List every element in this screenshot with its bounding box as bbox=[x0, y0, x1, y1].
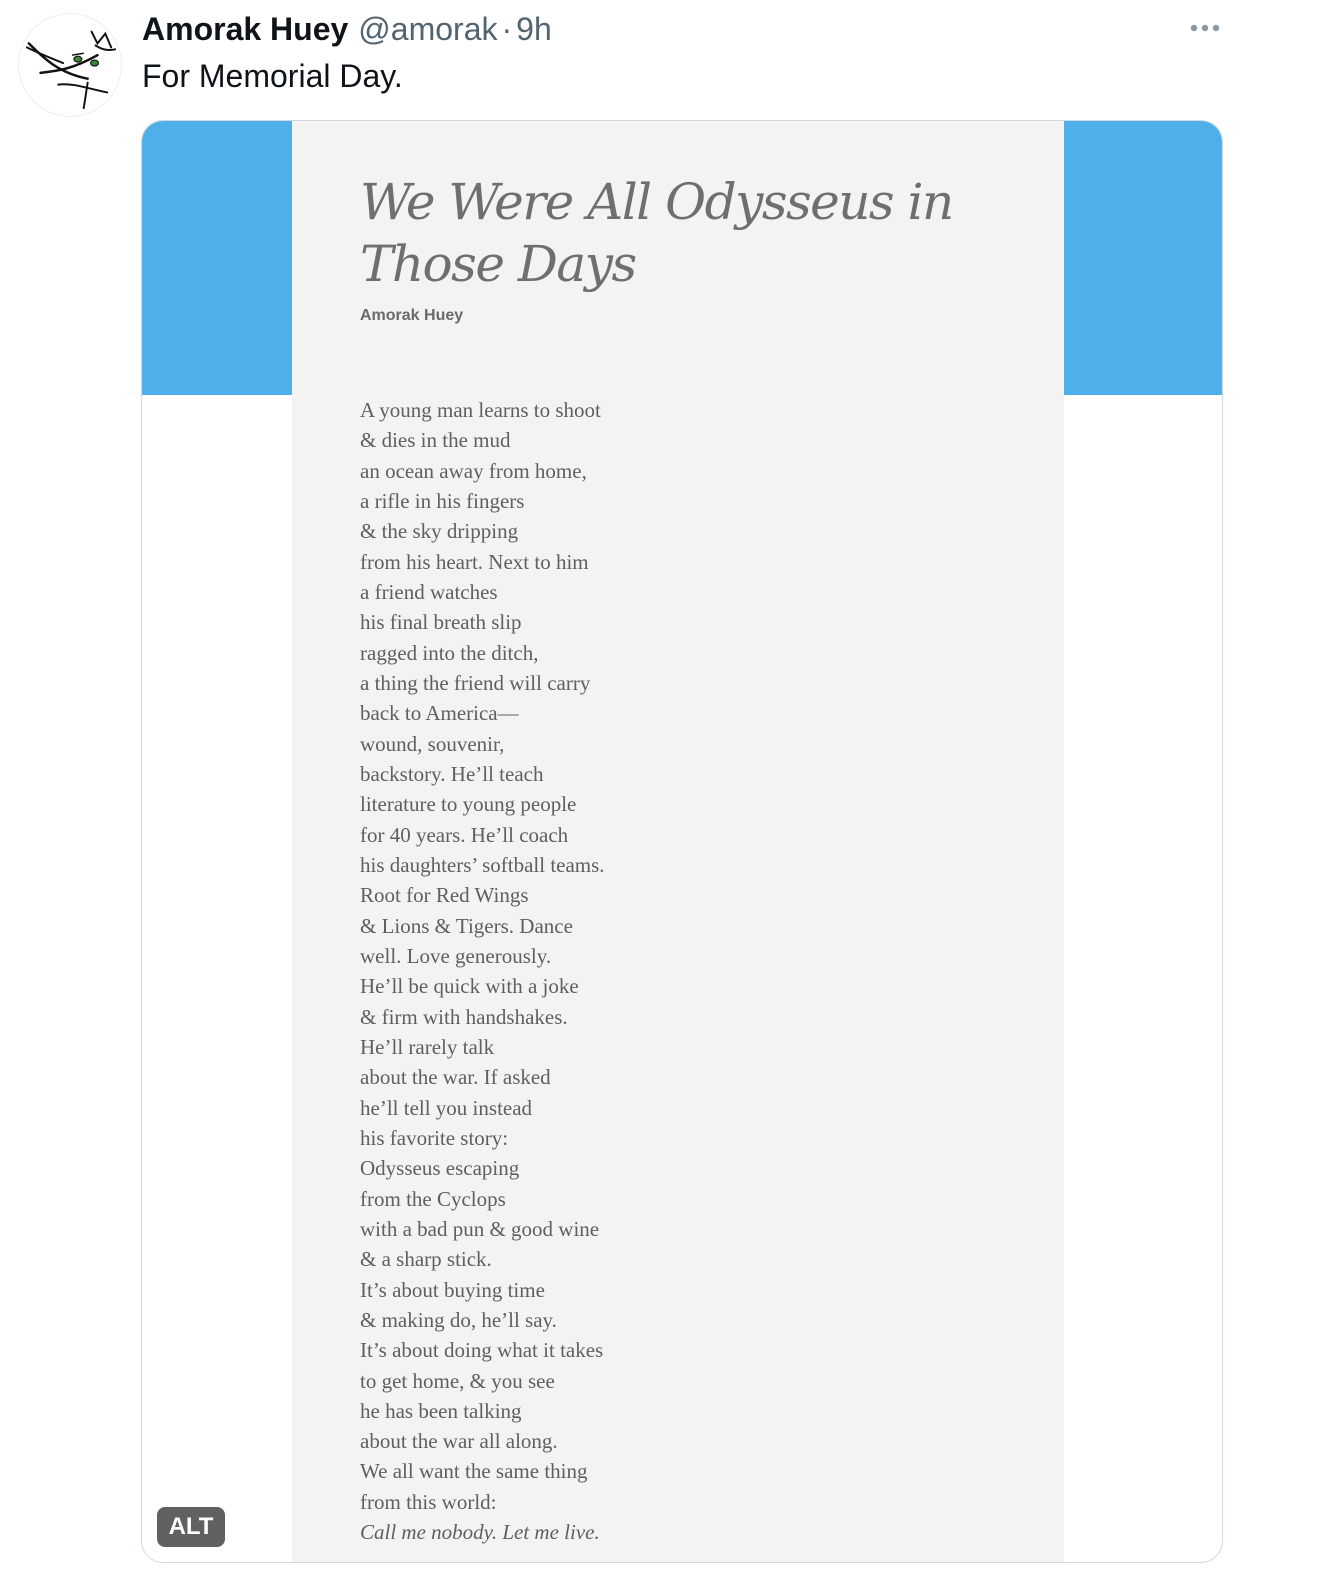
author-display-name[interactable]: Amorak Huey bbox=[142, 10, 349, 47]
poem-line: back to America— bbox=[360, 701, 519, 726]
poem-line: about the war all along. bbox=[360, 1429, 558, 1454]
tweet-text: For Memorial Day. bbox=[142, 58, 403, 94]
more-options-button[interactable] bbox=[1183, 14, 1227, 42]
alt-text-button[interactable]: ALT bbox=[157, 1507, 225, 1547]
poem-line: & making do, he’ll say. bbox=[360, 1307, 557, 1332]
avatar-drawing-icon bbox=[19, 14, 121, 116]
poem-line: a friend watches bbox=[360, 579, 498, 604]
poem-line: Root for Red Wings bbox=[360, 883, 529, 908]
poem-line: He’ll rarely talk bbox=[360, 1034, 495, 1059]
avatar[interactable] bbox=[18, 13, 122, 117]
poem-line: from this world: bbox=[360, 1489, 497, 1514]
poem-line: wound, souvenir, bbox=[360, 731, 505, 756]
media-image[interactable] bbox=[141, 120, 1223, 1563]
poem-line: A young man learns to shoot bbox=[360, 398, 601, 422]
poem-line: & dies in the mud bbox=[360, 428, 511, 453]
poem-line: literature to young people bbox=[360, 792, 577, 817]
poem-line: well. Love generously. bbox=[360, 943, 552, 968]
poem-line: Call me nobody. Let me live. bbox=[360, 1520, 600, 1545]
poem-line: from the Cyclops bbox=[360, 1186, 506, 1211]
poem-page bbox=[292, 121, 1064, 1562]
poem-line: ragged into the ditch, bbox=[360, 640, 539, 665]
poem-title: We Were All Odysseus in Those Days bbox=[360, 173, 953, 293]
poem-line: he’ll tell you instead bbox=[360, 1095, 533, 1120]
poem-line: his favorite story: bbox=[360, 1125, 509, 1150]
poem-line: an ocean away from home, bbox=[360, 458, 587, 483]
tweet-header bbox=[142, 8, 552, 50]
tweet-timestamp[interactable]: 9h bbox=[516, 10, 552, 47]
more-options-icon bbox=[1190, 24, 1220, 32]
poem-line: his final breath slip bbox=[360, 610, 522, 635]
poem-body bbox=[360, 395, 605, 1547]
poem-line: a rifle in his fingers bbox=[360, 488, 525, 513]
author-handle[interactable]: @amorak bbox=[358, 10, 498, 47]
poem-author: Amorak Huey bbox=[360, 307, 464, 324]
poem-line: It’s about doing what it takes bbox=[360, 1338, 604, 1363]
poem-line: to get home, & you see bbox=[360, 1368, 555, 1393]
poem-line: with a bad pun & good wine bbox=[360, 1216, 600, 1241]
poem-line: Odysseus escaping bbox=[360, 1156, 520, 1181]
poem-line: & a sharp stick. bbox=[360, 1247, 492, 1272]
poem-line: We all want the same thing bbox=[360, 1459, 588, 1484]
poem-line: for 40 years. He’ll coach bbox=[360, 822, 569, 847]
poem-line: & the sky dripping bbox=[360, 519, 519, 544]
poem-line: It’s about buying time bbox=[360, 1277, 545, 1302]
poem-line: his daughters’ softball teams. bbox=[360, 852, 605, 877]
poem-line: & firm with handshakes. bbox=[360, 1004, 568, 1029]
poem-line: He’ll be quick with a joke bbox=[360, 974, 579, 999]
poem-line: backstory. He’ll teach bbox=[360, 761, 544, 786]
poem-line: & Lions & Tigers. Dance bbox=[360, 913, 573, 938]
separator-dot: · bbox=[501, 10, 513, 47]
poem-line: a thing the friend will carry bbox=[360, 670, 591, 695]
poem-line: about the war. If asked bbox=[360, 1065, 551, 1090]
poem-line: from his heart. Next to him bbox=[360, 549, 589, 574]
poem-line: he has been talking bbox=[360, 1398, 522, 1423]
